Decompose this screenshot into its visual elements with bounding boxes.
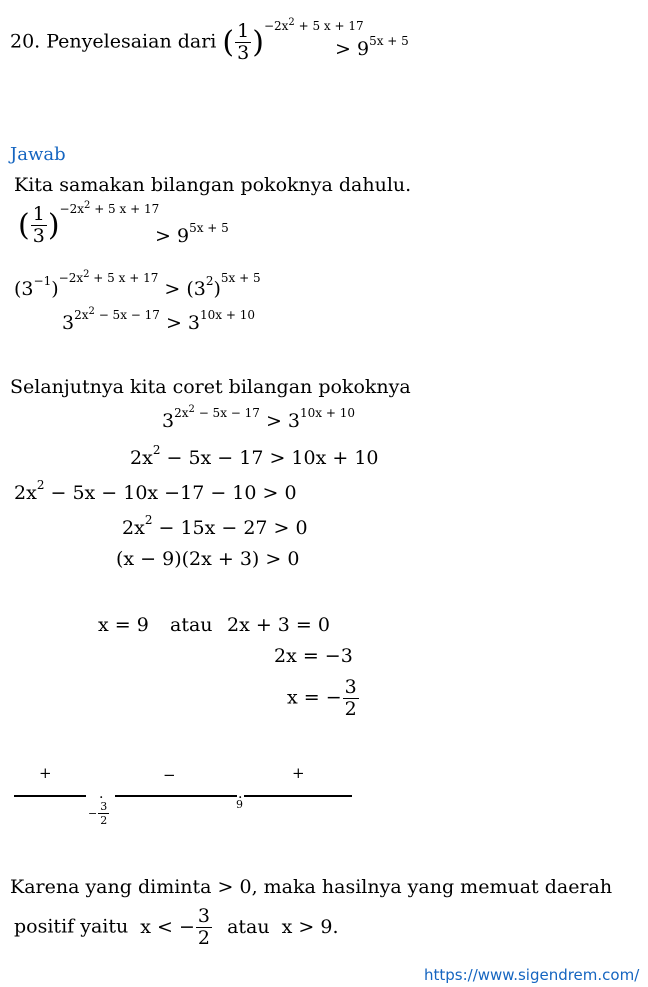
number-line-segment-left	[14, 795, 86, 797]
question-line: 20. Penyelesaian dari ( $\frac{1}{3}$ )$^{-2x^2 + 5 x + 17}$	[10, 16, 364, 64]
question-fraction: $\frac{1}{3}$	[237, 20, 250, 64]
point-dot-right: .	[238, 786, 243, 802]
sign-positive-right: +	[292, 764, 305, 782]
sign-negative-middle: −	[163, 766, 176, 784]
step2-line1: $3^{2x^2 - 5x - 17} > 3^{10x + 10}$	[162, 404, 356, 432]
sign-positive-left: +	[39, 764, 52, 782]
point-label-left: − $\frac{3}{2}$	[88, 800, 108, 827]
point-label-right: 9	[236, 798, 243, 811]
question-rhs: > $9^{5x + 5}$	[335, 34, 409, 60]
step1-line1: ( $\frac{1}{3}$ )$^{-2x^2 + 5 x + 17}$	[18, 199, 160, 247]
step2-intro: Selanjutnya kita coret bilangan pokoknya	[10, 376, 411, 398]
step1-line2: $(3^{-1})^{-2x^2 + 5 x + 17} > (3^2)^{5x + 5}$	[14, 269, 261, 300]
root-2-step: 2x = −3	[274, 645, 353, 667]
step2-line5: (x − 9)(2x + 3) > 0	[116, 548, 300, 570]
root-2-eq: 2x + 3 = 0	[227, 614, 330, 636]
jawab-label: Jawab	[10, 144, 66, 165]
step1-intro: Kita samakan bilangan pokoknya dahulu.	[14, 174, 412, 196]
point-dot-left: .	[99, 786, 104, 802]
step1-line3: $3^{2x^2 - 5x - 17} > 3^{10x + 10}$	[62, 306, 256, 334]
root-2-result: x = − $\frac{3}{2}$	[287, 676, 357, 720]
roots-atau: atau	[170, 614, 213, 636]
conclusion-line2: positif yaitu x < − $\frac{3}{2}$ atau x > 9.	[14, 905, 339, 949]
step2-line4: $2x^2 - 15x - 27 > 0$	[122, 513, 308, 539]
question-exponent: −2x2 + 5 x + 17	[263, 16, 364, 33]
source-link[interactable]: https://www.sigendrem.com/	[424, 966, 640, 984]
question-text: 20. Penyelesaian dari	[10, 30, 217, 53]
conclusion-line1: Karena yang diminta > 0, maka hasilnya yang memuat daerah	[10, 876, 613, 898]
step2-line2: $2x^2 - 5x - 17 > 10x + 10$	[130, 443, 379, 469]
number-line-segment-middle	[115, 795, 237, 797]
step1-line1-rhs: > $9^{5x + 5}$	[155, 221, 229, 247]
step2-line3: $2x^2 - 5x - 10x -17 - 10 > 0$	[14, 478, 297, 504]
root-1: x = 9	[98, 614, 149, 636]
number-line-segment-right	[244, 795, 352, 797]
